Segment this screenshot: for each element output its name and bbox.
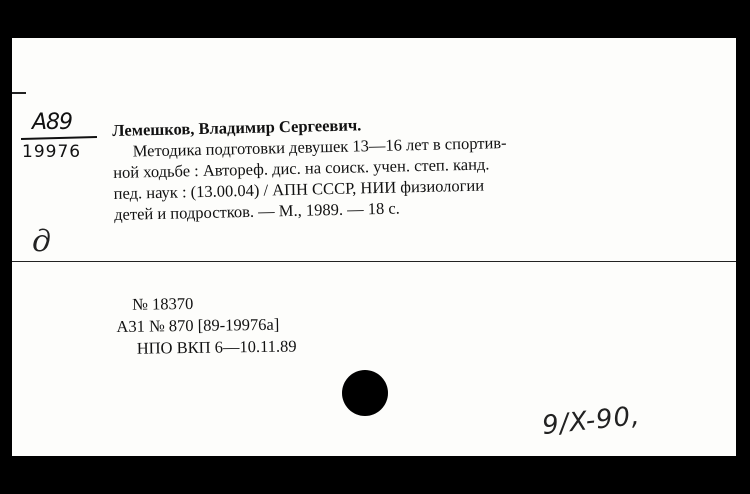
- accession-info: [116, 291, 297, 360]
- punch-hole: [342, 370, 388, 416]
- call-number-top: А89: [32, 110, 73, 135]
- catalog-card: [12, 38, 736, 456]
- accession-number: № 18370: [132, 293, 194, 314]
- call-number-bottom: 19976: [22, 142, 82, 162]
- bibliographic-entry: [112, 107, 674, 225]
- margin-tick: [12, 92, 26, 94]
- call-number-rule: [21, 136, 97, 140]
- entry-author: Лемешков, Владимир Сергеевич.: [112, 115, 362, 140]
- handwritten-date: 9/X-90,: [540, 400, 642, 442]
- entry-line: детей и подростков. — М., 1989. — 18 с.: [113, 198, 400, 224]
- registry-code: А31 № 870 [89-19976а]: [116, 314, 280, 336]
- card-divider: [12, 261, 736, 262]
- entry-line: Методика подготовки девушек 13—16 лет в спортив-: [132, 133, 507, 161]
- entry-line: пед. наук : (13.00.04) / АПН СССР, НИИ физиологии: [113, 175, 485, 203]
- entry-line: ной ходьбе : Автореф. дис. на соиск. учен. степ. канд.: [112, 154, 490, 182]
- margin-handwritten-mark: д: [32, 224, 52, 259]
- printing-info: НПО ВКП 6—10.11.89: [136, 336, 297, 358]
